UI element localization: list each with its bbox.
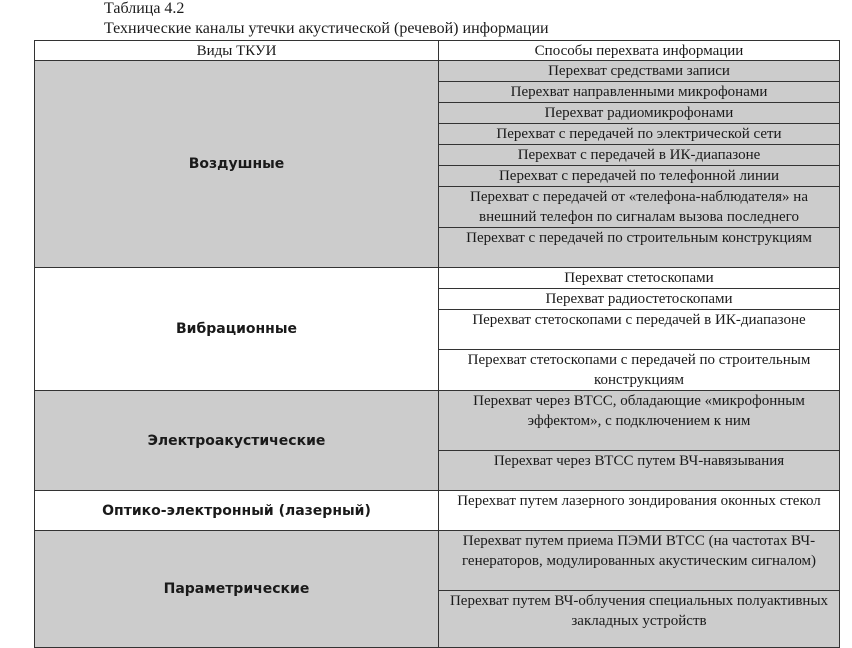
method-cell: Перехват стетоскопами с передачей по строительным конструкциям (439, 350, 840, 391)
table-row (35, 491, 840, 531)
category-electroacoustic: Электроакустические (35, 391, 439, 491)
method-cell: Перехват направленными микрофонами (439, 82, 840, 103)
category-vibration: Вибрационные (35, 268, 439, 391)
method-cell: Перехват через ВТСС путем ВЧ-навязывания (439, 451, 840, 491)
header-row (35, 41, 840, 61)
method-cell: Перехват с передачей по телефонной линии (439, 166, 840, 187)
method-cell: Перехват с передачей от «телефона-наблюдателя» на внешний телефон по сигналам вызова последнего (439, 187, 840, 228)
category-parametric: Параметрические (35, 531, 439, 648)
table-number: Таблица 4.2 (104, 0, 185, 17)
table-row (35, 531, 840, 591)
method-cell: Перехват путем лазерного зондирования оконных стекол (439, 491, 840, 531)
category-optical: Оптико-электронный (лазерный) (35, 491, 439, 531)
table-row (35, 61, 840, 82)
method-cell: Перехват через ВТСС, обладающие «микрофонным эффектом», с подключением к ним (439, 391, 840, 451)
leak-channels-table (34, 40, 840, 648)
method-cell: Перехват радиомикрофонами (439, 103, 840, 124)
table-row (35, 268, 840, 289)
method-cell: Перехват с передачей в ИК-диапазоне (439, 145, 840, 166)
table-title: Технические каналы утечки акустической (речевой) информации (104, 20, 549, 37)
method-cell: Перехват стетоскопами с передачей в ИК-диапазоне (439, 310, 840, 350)
table-row (35, 391, 840, 451)
method-cell: Перехват с передачей по электрической сети (439, 124, 840, 145)
method-cell: Перехват радиостетоскопами (439, 289, 840, 310)
method-cell: Перехват путем приема ПЭМИ ВТСС (на частотах ВЧ-генераторов, модулированных акустическим сигналом) (439, 531, 840, 591)
method-cell: Перехват стетоскопами (439, 268, 840, 289)
header-methods: Способы перехвата информации (439, 41, 840, 61)
method-cell: Перехват с передачей по строительным конструкциям (439, 228, 840, 268)
method-cell: Перехват путем ВЧ-облучения специальных полуактивных закладных устройств (439, 591, 840, 648)
method-cell: Перехват средствами записи (439, 61, 840, 82)
header-types: Виды ТКУИ (35, 41, 439, 61)
category-air: Воздушные (35, 61, 439, 268)
